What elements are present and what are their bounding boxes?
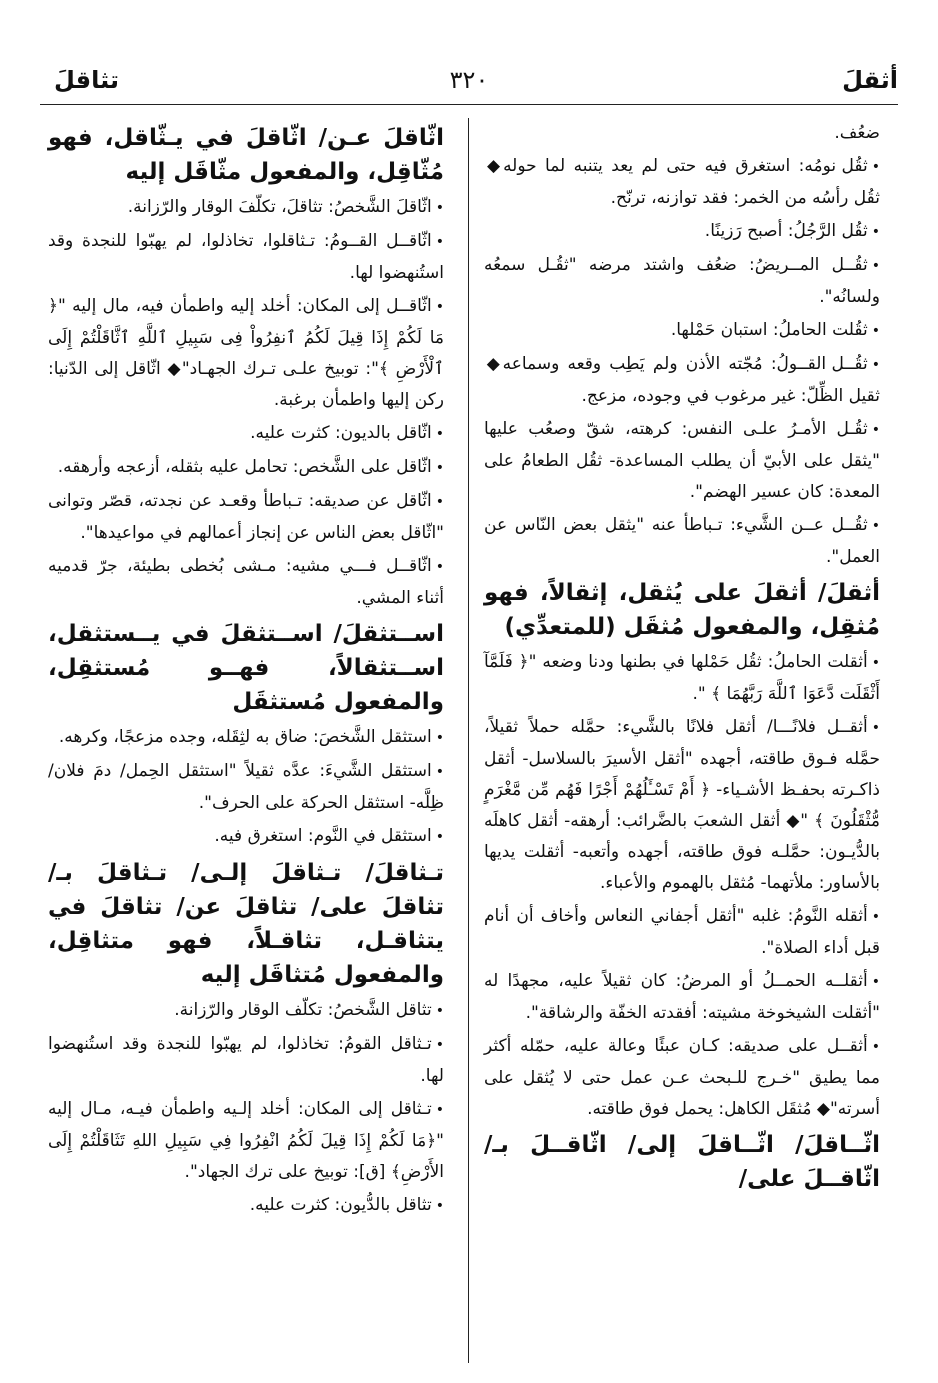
definition-entry — [48, 722, 444, 754]
definition-text: اثّاقــل القــومُ: تـثاقلوا، تخاذلوا، لم يهبّوا للنجدة وقد استُنهضوا لها. — [48, 231, 444, 283]
bullet-icon: • — [435, 460, 444, 476]
bullet-icon: • — [871, 357, 880, 373]
bullet-icon: • — [871, 323, 880, 339]
bullet-icon: • — [871, 720, 880, 736]
definition-entry — [484, 315, 880, 347]
header-first-word: أثقلَ — [842, 66, 898, 94]
entry-continuation: ضعُف. — [834, 123, 880, 143]
definition-text: أثقلت الحاملُ: ثقُل حَمْلها في بطنها ودنا وضعه "﴿ فَلَمَّآ أَثْقَلَت دَّعَوَا ٱللَّهَ رَبَّهُمَا ﴾ ". — [484, 652, 880, 704]
definition-entry — [48, 1029, 444, 1092]
definition-text: ثقُــل المــريضُ: ضعُف واشتد مرضه "ثقُـل سمعُه ولسانُه". — [484, 255, 880, 307]
definition-text: اثّاقــل فـــي مشيه: مـشى بُخطى بطيئة، جرّ قدميه أثناء المشي. — [48, 556, 444, 608]
header-last-word: تثاقلَ — [54, 66, 119, 94]
definition-text: أثقلــه الحمــلُ أو المرضُ: كان ثقيلاً عليه، مجهدًا له "أثقلت الشيخوخة مشيته: أفقدته الخفّة والرشاقة". — [484, 971, 880, 1023]
definition-entry — [48, 418, 444, 450]
definition-text: أثقــل على صديقه: كـان عبئًا وعالة عليه، حمّله أكثر مما يطيق "خـرج للـبحث عـن عمل حتى لا يُثقل على أسرته"◆ مُثقَل الكاهل: يحمل فوق طاقته. — [484, 1036, 880, 1119]
right-column — [484, 118, 880, 1199]
definition-text: تثاقل الشَّخصُ: تكلّف الوقار والرّزانة. — [174, 1000, 432, 1020]
bullet-icon: • — [435, 494, 444, 510]
definition-text: تـثاقل القومُ: تخاذلوا، لم يهبّوا للنجدة وقد استُنهضوا لها. — [48, 1034, 444, 1086]
definition-text: أثقله النَّومُ: غلبه "أثقل أجفاني النعاس وأخاف أن أنام قبل أداء الصلاة". — [484, 906, 880, 958]
definition-entry — [484, 1031, 880, 1125]
bullet-icon: • — [871, 518, 880, 534]
bullet-icon: • — [871, 974, 880, 990]
bullet-icon: • — [435, 1198, 444, 1214]
definition-entry — [48, 192, 444, 224]
definition-entry — [484, 349, 880, 412]
definition-entry — [484, 510, 880, 573]
definition-text: اثّاقل عن صديقه: تـباطأ وقعـد عن نجدته، قصّر وتوانى "اثّاقل بعض الناس عن إنجاز أعمالهم في مواعيدها". — [48, 491, 444, 543]
bullet-icon: • — [871, 1039, 880, 1055]
bullet-icon: • — [435, 730, 444, 746]
bullet-icon: • — [435, 234, 444, 250]
bullet-icon: • — [435, 1037, 444, 1053]
definition-entry — [484, 151, 880, 214]
definition-entry — [48, 821, 444, 853]
definition-text: استثقل الشَّيءَ: عدَّه ثقيلاً "استثقل الحِمل/ دمَ فلان/ ظِلَّه- استثقل الحركة على الحرف". — [48, 761, 444, 813]
definition-entry — [48, 452, 444, 484]
bullet-icon: • — [435, 299, 444, 315]
definition-entry — [48, 995, 444, 1027]
page-header — [40, 62, 898, 102]
definition-text: اثّاقــل إلى المكان: أخلد إليه واطمأن فيه، مال إليه "﴿ مَا لَكُمْ إِذَا قِيلَ لَكُمُ ٱنفِرُواْ فِى سَبِيلِ ٱللَّهِ ٱثَّاقَلْتُمْ إِلَى ٱلْأَرْضِ ﴾": توبيخ علـى تـرك الجهـاد"◆ اثّاقل إلى الدّنيا: ركن إليها واطمأن برغبة. — [48, 296, 444, 410]
bullet-icon: • — [871, 159, 880, 175]
definition-text: ثقُلت الحاملُ: استبان حَمْلها. — [670, 320, 868, 340]
definition-entry — [48, 226, 444, 289]
bullet-icon: • — [435, 764, 444, 780]
entry-headword: اثّاقلَ عـن/ اثّاقلَ في يـثّاقل، فهو مُثّاقِل، والمفعول مثّاقَل إليه — [48, 125, 444, 185]
definition-entry — [484, 712, 880, 899]
bullet-icon: • — [871, 422, 880, 438]
bullet-icon: • — [435, 559, 444, 575]
entry-headword: اثّــاقلَ/ اثّــاقلَ إلى/ اثّاقــلَ بـ/ اثّاقــلَ على/ — [484, 1132, 880, 1192]
bullet-icon: • — [871, 909, 880, 925]
header-divider — [40, 104, 898, 105]
definition-text: ثقُل نومُه: استغرق فيه حتى لم يعد يتنبه لما حوله◆ ثقُل رأسُه من الخمر: فقد توازنه، ترنّح. — [484, 156, 880, 208]
definition-entry — [484, 901, 880, 964]
definition-entry — [48, 756, 444, 819]
definition-text: أثقــل فلانًـــا/ أثقل فلانًا بالشَّيء: حمَّله حملاً ثقيلاً، حمَّله فـوق طاقته، أجهده "أثقل الأسيرَ بالسلاسل- أثقل ذاكـرته بحفـظ الأشـياء- ﴿ أَمْ تَسْـَٔلُهُمْ أَجْرًا فَهُم مِّن مَّغْرَمٍ مُّثْقَلُونَ ﴾ "◆ أثقل الشعبَ بالضَّرائب: أرهقه- أثقل كاهلَه بالدُّيـون: حمَّلـه فوق طاقته، أجهده وأتعبه- أثقلت يديها بالأساور: ملأتهما- مُثقل بالهموم والأعباء. — [484, 717, 880, 893]
definition-text: ثقُــل عــن الشَّيء: تـباطأ عنه "يثقل بعض النّاس عن العمل". — [484, 515, 880, 567]
definition-text: ثقُل الرَّجُلُ: أصبح رَزينًا. — [704, 221, 868, 241]
definition-text: اثّاقل بالديون: كثرت عليه. — [250, 423, 432, 443]
bullet-icon: • — [435, 1003, 444, 1019]
left-column — [48, 118, 444, 1224]
entry-headword: أثقلَ/ أثقلَ على يُثقل، إثقالاً، فهو مُثقِل، والمفعول مُثقَل (للمتعدِّي) — [484, 580, 880, 640]
bullet-icon: • — [871, 258, 880, 274]
definition-text: استثقل في النَّوم: استغرق فيه. — [214, 826, 432, 846]
definition-text: اثّاقلَ الشَّخصُ: تثاقلَ، تكلّفَ الوقار والرّزانة. — [127, 197, 432, 217]
definition-text: استثقل الشَّخصَ: ضاق به لثِقَله، وجده مزعجًا، وكرهه. — [58, 727, 432, 747]
entry-headword: تـثاقلَ/ تـثاقلَ إلـى/ تـثاقلَ بـ/ تثاقلَ على/ تثاقلَ عن/ تثاقلَ في يتثاقـل، تثاقـلاً، فهو متثاقِل، والمفعول مُتثاقَل إليه — [48, 860, 444, 988]
definition-entry — [484, 414, 880, 508]
bullet-icon: • — [435, 426, 444, 442]
definition-text: تـثاقل إلى المكان: أخلد إلـيه واطمأن فيـه، مـال إليه "﴿مَا لَكُمْ إِذَا قِيلَ لَكُمُ انْفِرُوا فِي سَبِيلِ اللهِ تَثَاقَلْتُمْ إِلَى الأَرْضِ﴾ [ق]: توبيخ على ترك الجهاد". — [48, 1099, 444, 1182]
page-number: ٣٢٠ — [449, 66, 489, 94]
definition-entry — [484, 250, 880, 313]
definition-entry — [48, 1094, 444, 1188]
definition-text: تثاقل بالدُّيون: كثرت عليه. — [249, 1195, 432, 1215]
definition-text: اثّاقل على الشَّخص: تحامل عليه بثقله، أزعجه وأرهقه. — [57, 457, 432, 477]
definition-entry — [484, 647, 880, 710]
bullet-icon: • — [871, 224, 880, 240]
definition-entry — [484, 216, 880, 248]
definition-entry — [48, 551, 444, 614]
bullet-icon: • — [435, 829, 444, 845]
bullet-icon: • — [435, 1102, 444, 1118]
bullet-icon: • — [871, 655, 880, 671]
definition-entry — [48, 291, 444, 416]
bullet-icon: • — [435, 200, 444, 216]
entry-headword: اســتثقلَ/ اســتثقلَ في يــستثقل، اســتثقالاً، فهــو مُستثقِل، والمفعول مُستثقَل — [48, 621, 444, 715]
definition-text: ثقُــل القــولُ: مُجّته الأذن ولم يَطِب وقعه وسماعه◆ ثقيل الظِّلّ: غير مرغوب في وجوده، مزعج. — [484, 354, 880, 406]
definition-entry — [484, 966, 880, 1029]
definition-text: ثقُـل الأمـرُ علـى النفس: كرهته، شقّ وصعُب عليها "يثقل على الأبيّ أن يطلب المساعدة- ثقُل الطعامُ على المعدة: كان عسير الهضم". — [484, 419, 880, 502]
definition-entry — [48, 1190, 444, 1222]
definition-entry — [48, 486, 444, 549]
column-divider — [468, 118, 469, 1363]
